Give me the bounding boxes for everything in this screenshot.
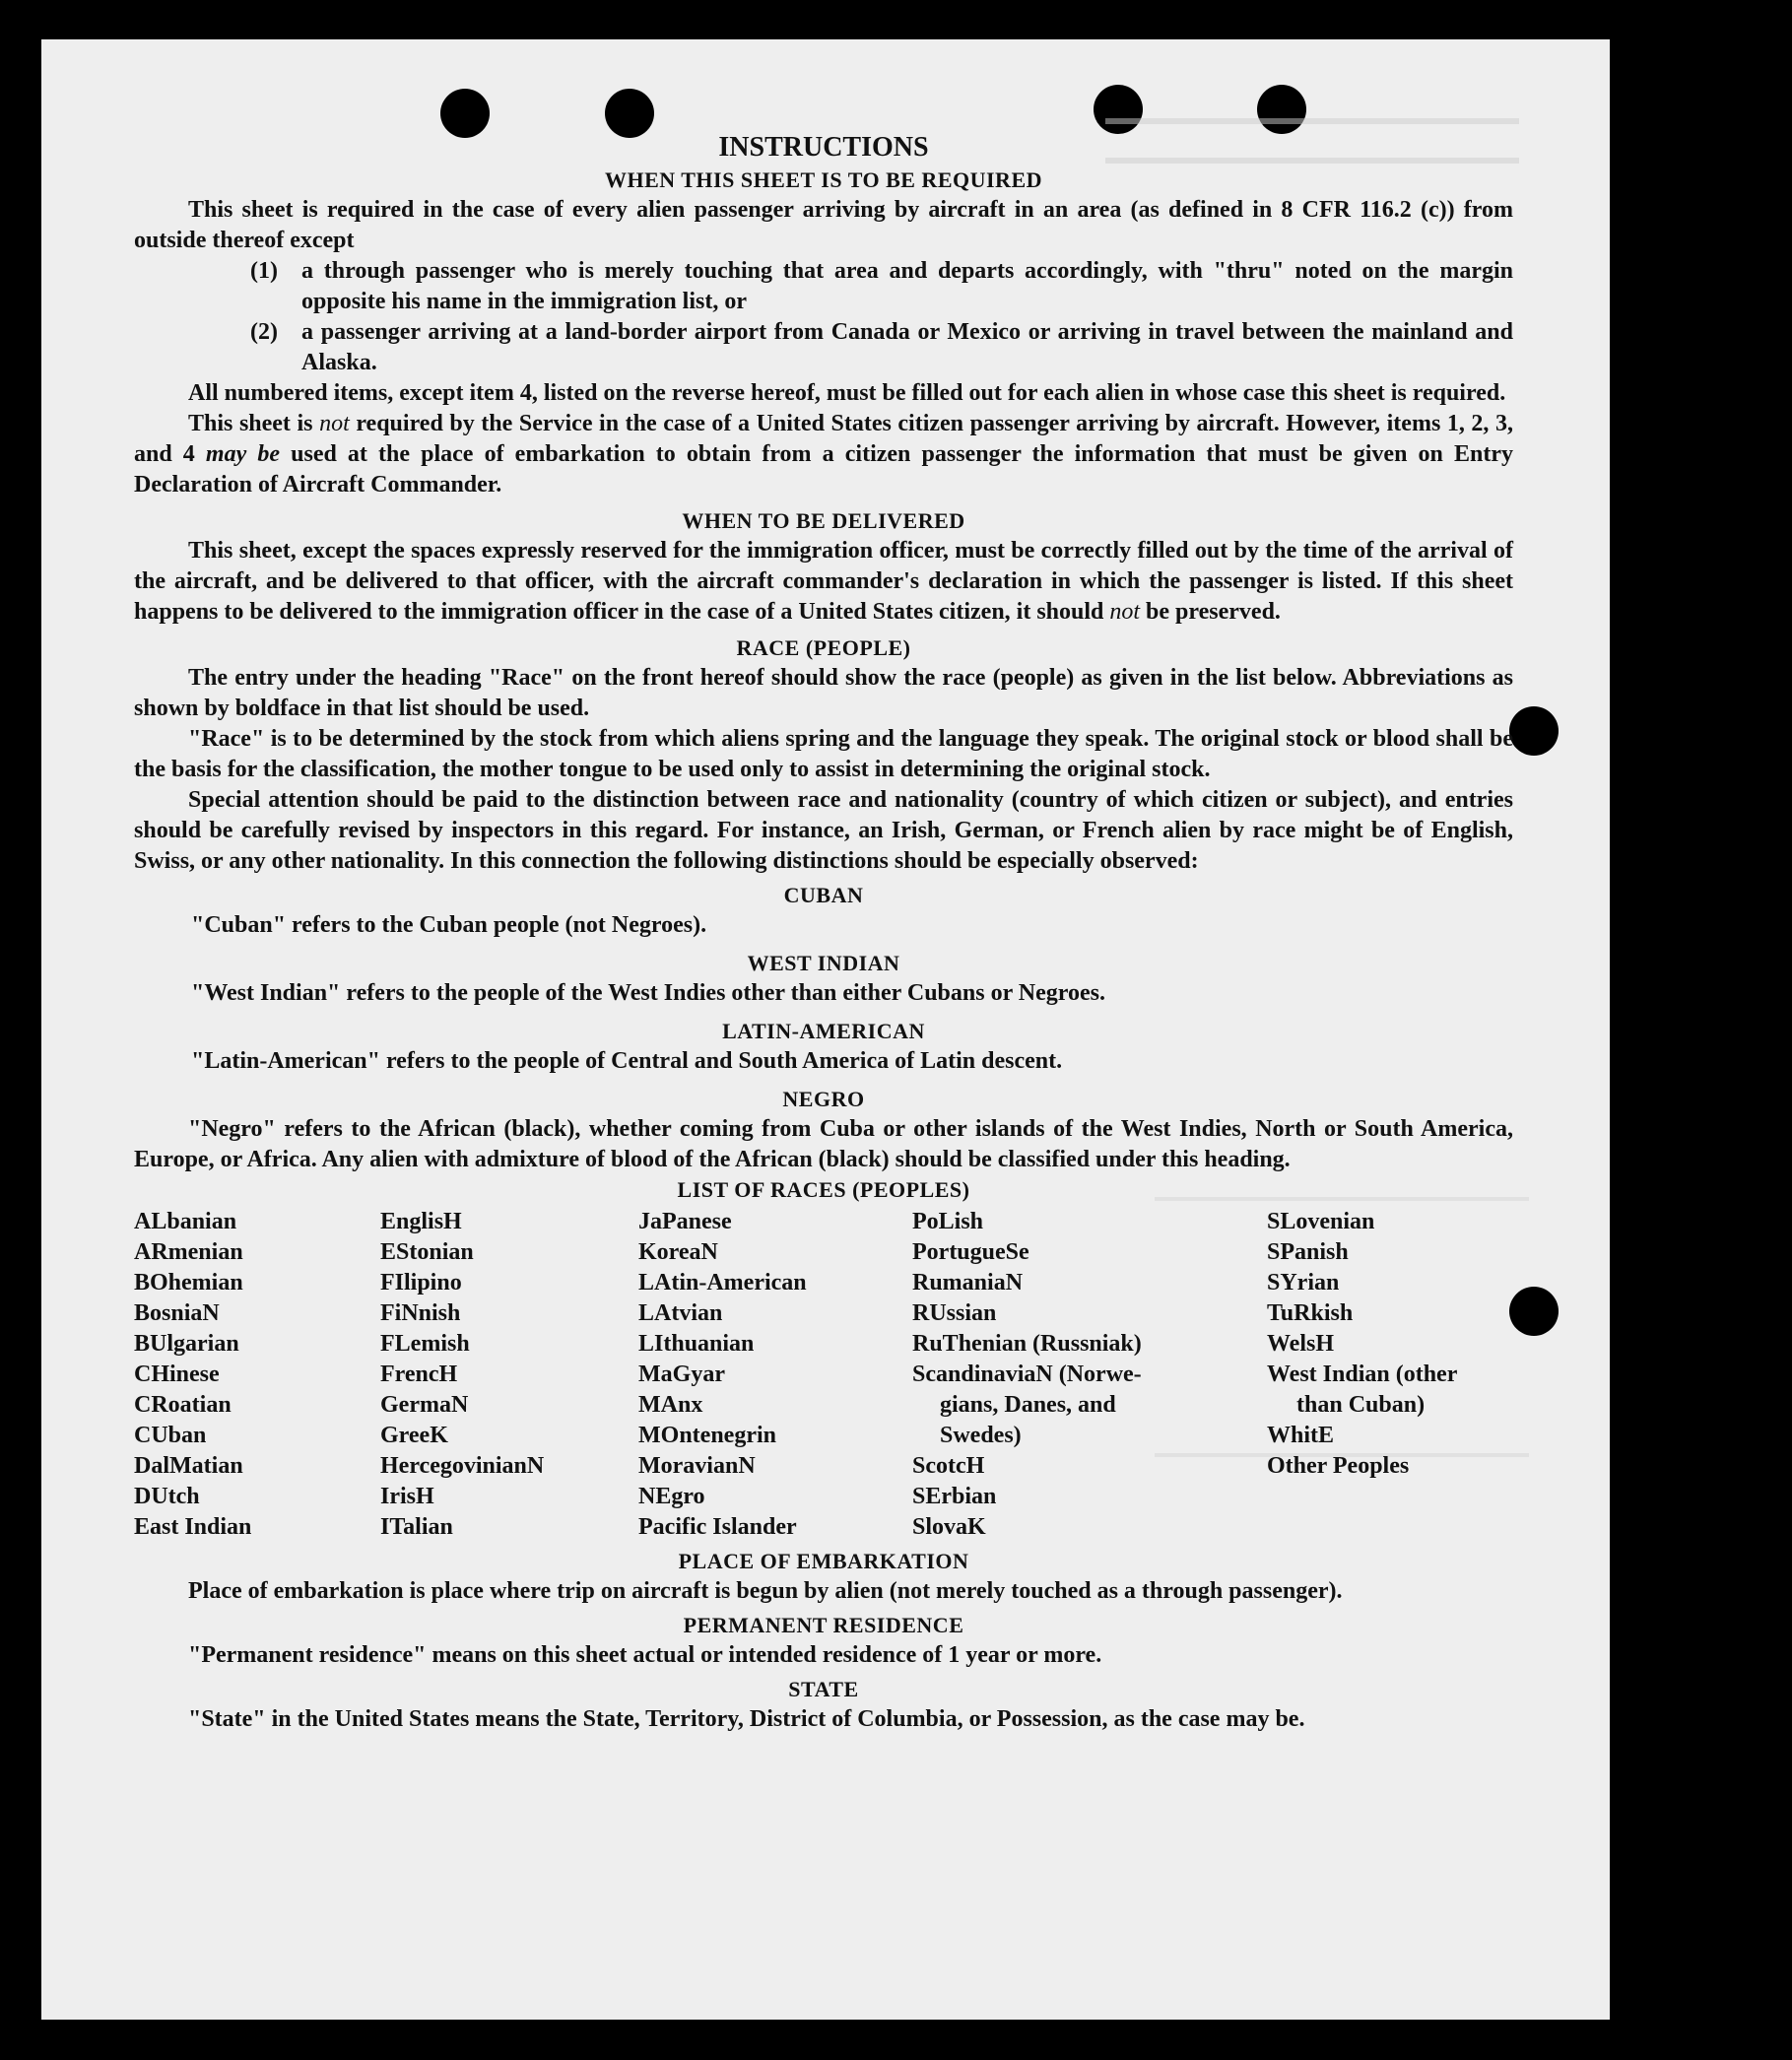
instructions-content [134,130,1513,1735]
section-heading-cuban: CUBAN [783,883,864,907]
section-heading-west-indian: WEST INDIAN [747,951,900,975]
race-item: PoLish [912,1209,984,1234]
races-column [912,1207,1267,1543]
paragraph: All numbered items, except item 4, listed on the reverse hereof, must be filled out for each alien in whose case this sheet is required. [188,380,1506,406]
race-item: GreeK [380,1423,448,1448]
race-item: MOntenegrin [638,1423,776,1448]
race-item: FLemish [380,1331,470,1357]
race-item: East Indian [134,1514,252,1540]
paragraph: "State" in the United States means the State, Territory, District of Columbia, or Possession, as the case may be. [188,1706,1305,1732]
race-item: ALbanian [134,1209,237,1234]
race-item: HercegovinianN [380,1453,545,1479]
paragraph: Special attention should be paid to the distinction between race and nationality (country of which citizen or subject), and entries should be carefully revised by inspectors in this regard. For instance, an Irish, German, or French alien by race might be of English, Swiss, or any other nationality. In this connection the following distinctions should be especially observed: [134,787,1513,874]
paragraph: This sheet is required in the case of every alien passenger arriving by aircraft in an area (as defined in 8 CFR 116.2 (c)) from outside thereof except [134,197,1513,253]
section-heading-negro: NEGRO [782,1087,865,1111]
race-item: BOhemian [134,1270,243,1296]
punch-hole [1509,706,1559,756]
race-item: BUlgarian [134,1331,239,1357]
race-item: DalMatian [134,1453,243,1479]
race-item: ScotcH [912,1453,985,1479]
races-column [638,1207,912,1543]
race-item: West Indian (other [1267,1362,1458,1387]
race-item: CRoatian [134,1392,232,1418]
race-item: Swedes) [940,1423,1022,1448]
exception-number: (2) [250,319,278,345]
race-item: CHinese [134,1362,220,1387]
paragraph: The entry under the heading "Race" on the front hereof should show the race (people) as given in the list below. Abbreviations as shown by boldface in that list should be used. [134,665,1513,721]
paragraph: "Negro" refers to the African (black), whether coming from Cuba or other islands of the West Indies, North or South America, Europe, or Africa. Any alien with admixture of blood of the African (black) should be classified under this heading. [134,1116,1513,1172]
race-item: EnglisH [380,1209,462,1234]
section-heading-race: RACE (PEOPLE) [736,635,911,660]
race-item: ScandinaviaN (Norwe- [912,1362,1142,1387]
race-item: GermaN [380,1392,469,1418]
exception-text: a through passenger who is merely touching that area and departs accordingly, with "thru" noted on the margin opposite his name in the immigration list, or [301,258,1513,314]
race-item: KoreaN [638,1239,718,1265]
races-list [134,1207,1513,1543]
section-heading-list-of-races: LIST OF RACES (PEOPLES) [677,1177,970,1202]
section-heading-embarkation: PLACE OF EMBARKATION [678,1549,969,1573]
races-column [134,1207,380,1543]
race-item: NEgro [638,1484,705,1509]
paragraph: This sheet is not required by the Service in the case of a United States citizen passenger arriving by aircraft. However, items 1, 2, 3, and 4 may be used at the place of embarkation to obtain from a citizen passenger the information that must be given on Entry Declaration of Aircraft Commander. [134,411,1514,498]
race-item: JaPanese [638,1209,732,1234]
race-item: PortugueSe [912,1239,1029,1265]
race-item: CUban [134,1423,207,1448]
race-item: SPanish [1267,1239,1349,1265]
race-item: RUssian [912,1300,997,1326]
race-item: gians, Danes, and [940,1392,1116,1418]
race-item: MAnx [638,1392,703,1418]
paragraph: This sheet, except the spaces expressly reserved for the immigration officer, must be correctly filled out by the time of the arrival of the aircraft, and be delivered to that officer, with the aircraft commander's declaration in which the passenger is listed. If this sheet happens to be delivered to the immigration officer in the case of a United States citizen, it should not be preserved. [134,538,1513,625]
exception-text: a passenger arriving at a land-border airport from Canada or Mexico or arriving in travel between the mainland and Alaska. [301,319,1513,375]
paragraph: "Permanent residence" means on this sheet actual or intended residence of 1 year or more. [188,1642,1102,1668]
section-heading-permanent-residence: PERMANENT RESIDENCE [683,1613,964,1637]
race-item: LAtvian [638,1300,723,1326]
race-item: Other Peoples [1267,1453,1410,1479]
race-item: EStonian [380,1239,474,1265]
exception-item [250,256,1513,317]
race-item: BosniaN [134,1300,220,1326]
races-column [1267,1207,1513,1543]
race-item: FiNnish [380,1300,461,1326]
race-item: Pacific Islander [638,1514,797,1540]
punch-hole [1257,85,1306,134]
show-through-mark [1105,118,1519,124]
section-heading-latin-american: LATIN-AMERICAN [722,1019,925,1043]
paragraph: Place of embarkation is place where trip on aircraft is begun by alien (not merely touched as a through passenger). [188,1578,1343,1604]
race-item: WhitE [1267,1423,1335,1448]
section-heading-when-required: WHEN THIS SHEET IS TO BE REQUIRED [604,167,1043,192]
race-item: SLovenian [1267,1209,1375,1234]
race-item: FrencH [380,1362,458,1387]
race-item: LIthuanian [638,1331,755,1357]
page-title: INSTRUCTIONS [718,132,929,163]
exception-number: (1) [250,258,278,284]
paragraph: "Latin-American" refers to the people of Central and South America of Latin descent. [191,1048,1063,1074]
race-item: IrisH [380,1484,434,1509]
race-item: SYrian [1267,1270,1340,1296]
race-item: WelsH [1267,1331,1335,1357]
punch-hole [1509,1287,1559,1336]
race-item: RumaniaN [912,1270,1024,1296]
races-column [380,1207,638,1543]
race-item: LAtin-American [638,1270,807,1296]
exception-item [250,317,1513,378]
paragraph: "West Indian" refers to the people of the West Indies other than either Cubans or Negroes. [191,980,1105,1006]
race-item: than Cuban) [1296,1392,1426,1418]
race-item: ARmenian [134,1239,243,1265]
race-item: ITalian [380,1514,453,1540]
punch-hole [1094,85,1143,134]
race-item: TuRkish [1267,1300,1354,1326]
race-item: MaGyar [638,1362,725,1387]
section-heading-state: STATE [788,1677,859,1701]
race-item: SErbian [912,1484,997,1509]
race-item: FIlipino [380,1270,462,1296]
paragraph: "Cuban" refers to the Cuban people (not Negroes). [191,912,707,938]
race-item: SlovaK [912,1514,986,1540]
race-item: MoravianN [638,1453,756,1479]
race-item: RuThenian (Russniak) [912,1331,1142,1357]
paragraph: "Race" is to be determined by the stock from which aliens spring and the language they speak. The original stock or blood shall be the basis for the classification, the mother tongue to be used only to assist in determining the original stock. [134,726,1513,782]
race-item: DUtch [134,1484,200,1509]
section-heading-when-delivered: WHEN TO BE DELIVERED [682,508,965,533]
